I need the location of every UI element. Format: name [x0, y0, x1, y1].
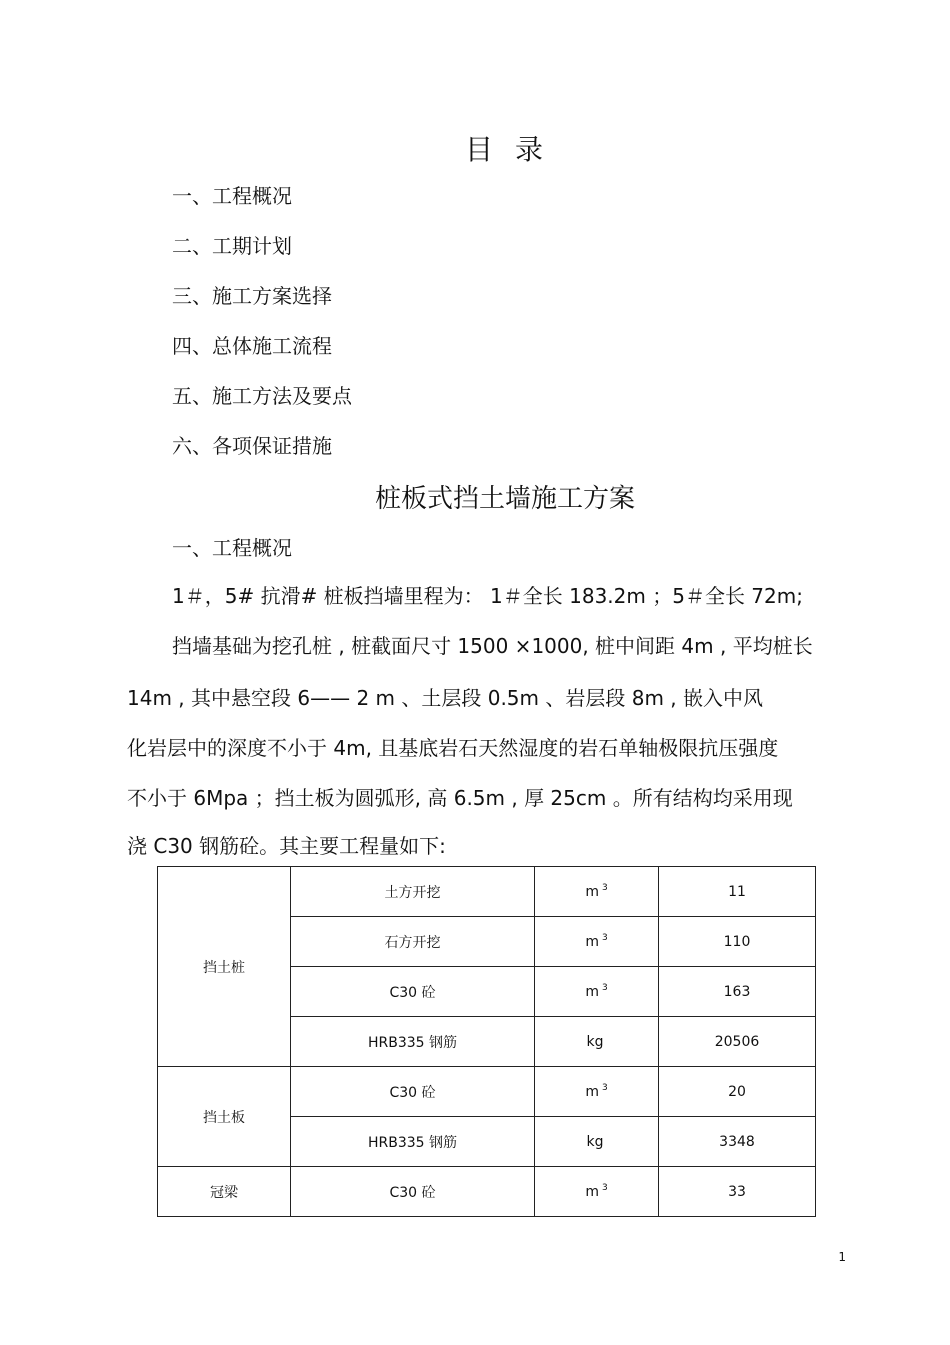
quantity-cell: 3348 [659, 1117, 816, 1167]
item-cell: HRB335 钢筋 [291, 1117, 535, 1167]
quantity-cell: 110 [659, 917, 816, 967]
unit-cell: m $^3$ [535, 967, 659, 1017]
document-title: 桩板式挡土墙施工方案 [374, 484, 635, 514]
toc-item-6: 六、各项保证措施 [172, 434, 332, 458]
toc-item-1: 一、工程概况 [172, 184, 292, 208]
unit-cell: m $^3$ [535, 917, 659, 967]
paragraph-line-2: 挡墙基础为挖孔桩 , 桩截面尺寸 1500 ×1000, 桩中间距 4m , 平均桩长 [172, 634, 813, 658]
item-cell: HRB335 钢筋 [291, 1017, 535, 1067]
paragraph-line-4: 化岩层中的深度不小于 4m, 且基底岩石天然湿度的岩石单轴极限抗压强度 [127, 736, 779, 760]
unit-cell: kg [535, 1117, 659, 1167]
item-cell: C30 砼 [291, 1167, 535, 1217]
quantity-cell: 20 [659, 1067, 816, 1117]
paragraph-line-3: 14m , 其中悬空段 6—— 2 m 、土层段 0.5m 、岩层段 8m , 嵌入中风 [127, 686, 764, 710]
page-number: 1 [838, 1250, 846, 1264]
group-cell: 挡土板 [158, 1067, 291, 1167]
item-cell: 石方开挖 [291, 917, 535, 967]
unit-cell: m $^3$ [535, 1167, 659, 1217]
table-row [158, 867, 816, 917]
quantity-cell: 163 [659, 967, 816, 1017]
paragraph-line-1: 1＃，5# 抗滑# 桩板挡墙里程为： 1＃全长 183.2m ；5＃全长 72m; [172, 584, 803, 608]
quantity-cell: 33 [659, 1167, 816, 1217]
quantity-cell: 20506 [659, 1017, 816, 1067]
table-row [158, 1167, 816, 1217]
toc-title: 目录 [464, 133, 565, 166]
group-cell: 挡土桩 [158, 867, 291, 1067]
toc-item-2: 二、工期计划 [172, 234, 292, 258]
toc-item-5: 五、施工方法及要点 [172, 384, 352, 408]
quantity-cell: 11 [659, 867, 816, 917]
quantity-table [157, 866, 816, 1217]
item-cell: 土方开挖 [291, 867, 535, 917]
toc-item-3: 三、施工方案选择 [172, 284, 332, 308]
table-row [158, 1067, 816, 1117]
unit-cell: kg [535, 1017, 659, 1067]
paragraph-line-6: 浇 C30 钢筋砼。其主要工程量如下: [127, 834, 446, 858]
section-heading: 一、工程概况 [172, 536, 292, 560]
unit-cell: m $^3$ [535, 867, 659, 917]
unit-cell: m $^3$ [535, 1067, 659, 1117]
paragraph-line-5: 不小于 6Mpa ；挡土板为圆弧形, 高 6.5m , 厚 25cm 。所有结构均采用现 [127, 786, 793, 810]
item-cell: C30 砼 [291, 1067, 535, 1117]
toc-item-4: 四、总体施工流程 [172, 334, 332, 358]
group-cell: 冠梁 [158, 1167, 291, 1217]
item-cell: C30 砼 [291, 967, 535, 1017]
